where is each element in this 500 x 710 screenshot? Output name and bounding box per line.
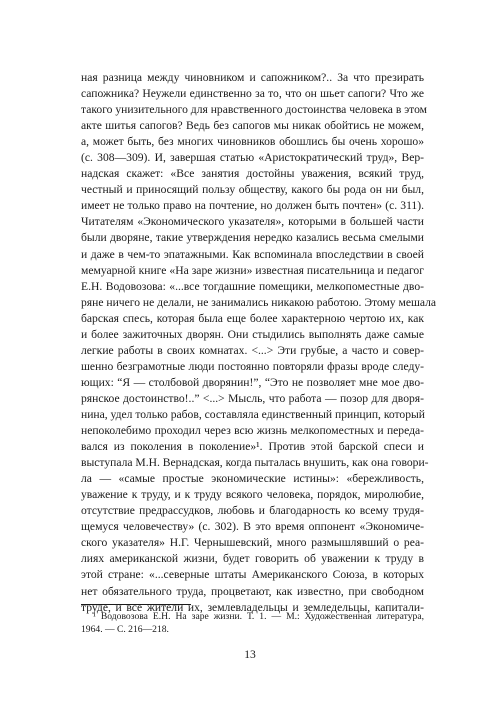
text-line: и даже в чем-то эпатажными. Как вспоминала впоследствии в своей [81, 247, 424, 261]
text-line: легкие работы в своих комнатах. <...> Эти грубые, а часто и совер- [81, 343, 424, 357]
footnote [81, 610, 424, 636]
text-line: (с. 308—309). И, завершая статью «Аристократический труд», Вер- [81, 151, 424, 165]
text-line: нет обязательного труда, процветают, как известно, при свободном [81, 584, 424, 598]
text-line: непоколебимо проходил через всю жизнь мелкопоместных и переда- [81, 424, 424, 438]
text-line: и более зажиточных дворян. Они стыдились выполнять даже самые [81, 327, 424, 341]
text-line: барская спесь, которая была еще более характерною чертою их, как [81, 311, 424, 325]
text-line: такого унизительного для нравственного достоинства человека в этом [81, 103, 428, 117]
text-line: сапожника? Неужели единственно за то, что он шьет сапоги? Что же [81, 87, 424, 101]
text-line: ского указателя» Н.Г. Чернышевский, много размышлявший о реа- [81, 536, 424, 550]
text-line: нина, удел только рабов, составляла единственный принцип, который [81, 407, 426, 421]
text-line: лиях американской жизни, будет говорить об уважении к труду в [81, 552, 424, 566]
text-line: Читателям «Экономического указателя», которыми в большей части [81, 215, 424, 229]
text-line: акте шитья сапогов? Ведь без сапогов мы никак обойтись не можем, [81, 119, 424, 133]
main-text [81, 70, 437, 616]
text-line: щемуся человечеству» (с. 302). В это время оппонент «Экономиче- [81, 520, 424, 534]
text-line: отсутствие предрассудков, любовь и благодарность ко всему трудя- [81, 504, 424, 518]
text-line: а, может быть, без многих чиновников обошлись бы очень хорошо» [81, 135, 424, 149]
text-line: труде, и все жители их, землевладельцы и земледельцы, капитали- [81, 600, 424, 614]
text-line: ющих: “Я — столбовой дворянин!”, “Это не позволяет мне мое дво- [81, 375, 424, 389]
footnote-divider [81, 604, 191, 605]
text-line: вался из поколения в поколение»¹. Против этой барской спеси и [81, 440, 424, 454]
footnote-line: ¹ Водовозова Е.Н. На заре жизни. Т. 1. — М.: Художественная литература, [93, 611, 424, 622]
text-line: шенно безграмотные люди постоянно повторяли фразы вроде следу- [81, 359, 424, 373]
text-line: надская скажет: «Все занятия достойны уважения, всякий труд, [81, 167, 424, 181]
text-line: ная разница между чиновником и сапожником?.. За что презирать [81, 71, 424, 84]
text-line: мемуарной книге «На заре жизни» известная писательница и педагог [81, 263, 424, 277]
text-line: ряне ничего не делали, не занимались никакою работою. Этому мешала [81, 295, 437, 309]
text-line: Е.Н. Водовозова: «...все тогдашние помещики, мелкопоместные дво- [81, 279, 424, 293]
text-line: ла — «самые простые экономические истины»: «бережливость, [81, 472, 424, 486]
text-line: выступала М.Н. Вернадская, когда пыталась внушить, как она говори- [81, 456, 429, 470]
text-line: имеет не только право на почтение, но должен быть почтен» (с. 311). [81, 199, 424, 213]
footnote-line: 1964. — С. 216—218. [81, 624, 169, 635]
text-line: рянское достоинство!..” <...> Мысль, что работа — позор для дворя- [81, 391, 424, 405]
text-line: честный и приносящий пользу обществу, какого бы рода он ни был, [81, 183, 424, 197]
page-number: 13 [244, 648, 256, 661]
text-line: уважение к труду, и к труду всякого человека, порядок, миролюбие, [81, 488, 424, 502]
text-line: были дворяне, такие утверждения нередко казались весьма смелыми [81, 231, 424, 245]
text-line: этой стране: «...северные штаты Американского Союза, в которых [81, 568, 424, 582]
